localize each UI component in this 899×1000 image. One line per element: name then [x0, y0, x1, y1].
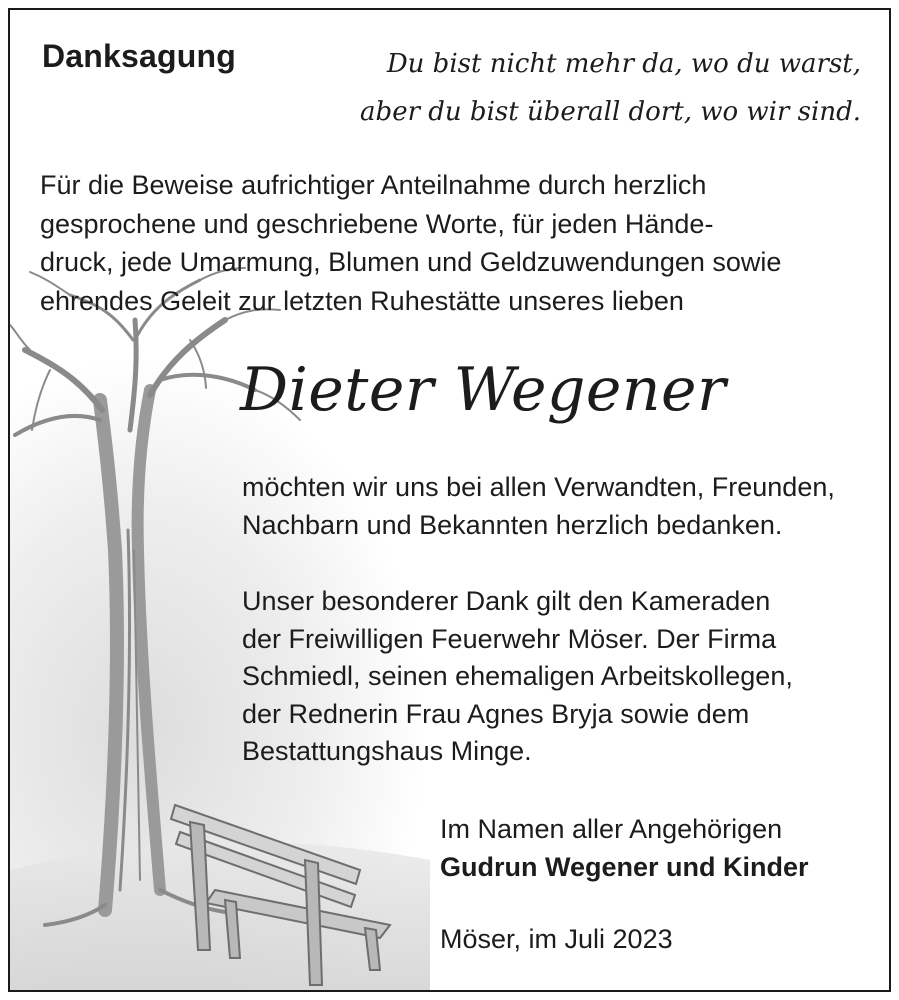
special-line: der Rednerin Frau Agnes Bryja sowie dem: [242, 698, 750, 729]
intro-line: druck, jede Umarmung, Blumen und Geldzuwendungen sowie: [40, 247, 782, 277]
quote-line: aber du bist überall dort, wo wir sind.: [360, 97, 861, 127]
thanks-paragraph: [242, 469, 862, 544]
thanks-line: möchten wir uns bei allen Verwandten, Freunden,: [242, 472, 835, 502]
intro-line: Für die Beweise aufrichtiger Anteilnahme durch herzlich: [40, 170, 707, 200]
special-thanks-paragraph: [242, 583, 862, 771]
special-line: Schmiedl, seinen ehemaligen Arbeitskollegen,: [242, 661, 793, 691]
obituary-notice: [8, 8, 891, 992]
intro-line: gesprochene und geschriebene Worte, für jeden Hände-: [40, 208, 714, 239]
special-line: Bestattungshaus Minge.: [242, 736, 532, 766]
special-line: der Freiwilligen Feuerwehr Möser. Der Firma: [242, 623, 777, 654]
heading: Danksagung: [42, 38, 237, 74]
intro-paragraph: [40, 166, 862, 320]
deceased-name: Dieter Wegener: [240, 355, 727, 425]
special-line: Unser besonderer Dank gilt den Kameraden: [242, 586, 771, 616]
quote-line: Du bist nicht mehr da, wo du warst,: [386, 49, 861, 79]
place-date: Möser, im Juli 2023: [440, 924, 673, 954]
signature-names: Gudrun Wegener und Kinder: [440, 852, 809, 882]
intro-line: ehrendes Geleit zur letzten Ruhestätte unseres lieben: [40, 285, 684, 316]
thanks-line: Nachbarn und Bekannten herzlich bedanken.: [242, 509, 783, 540]
signature-block: [440, 810, 809, 886]
quote: [341, 40, 861, 136]
signature-intro: Im Namen aller Angehörigen: [440, 814, 783, 844]
